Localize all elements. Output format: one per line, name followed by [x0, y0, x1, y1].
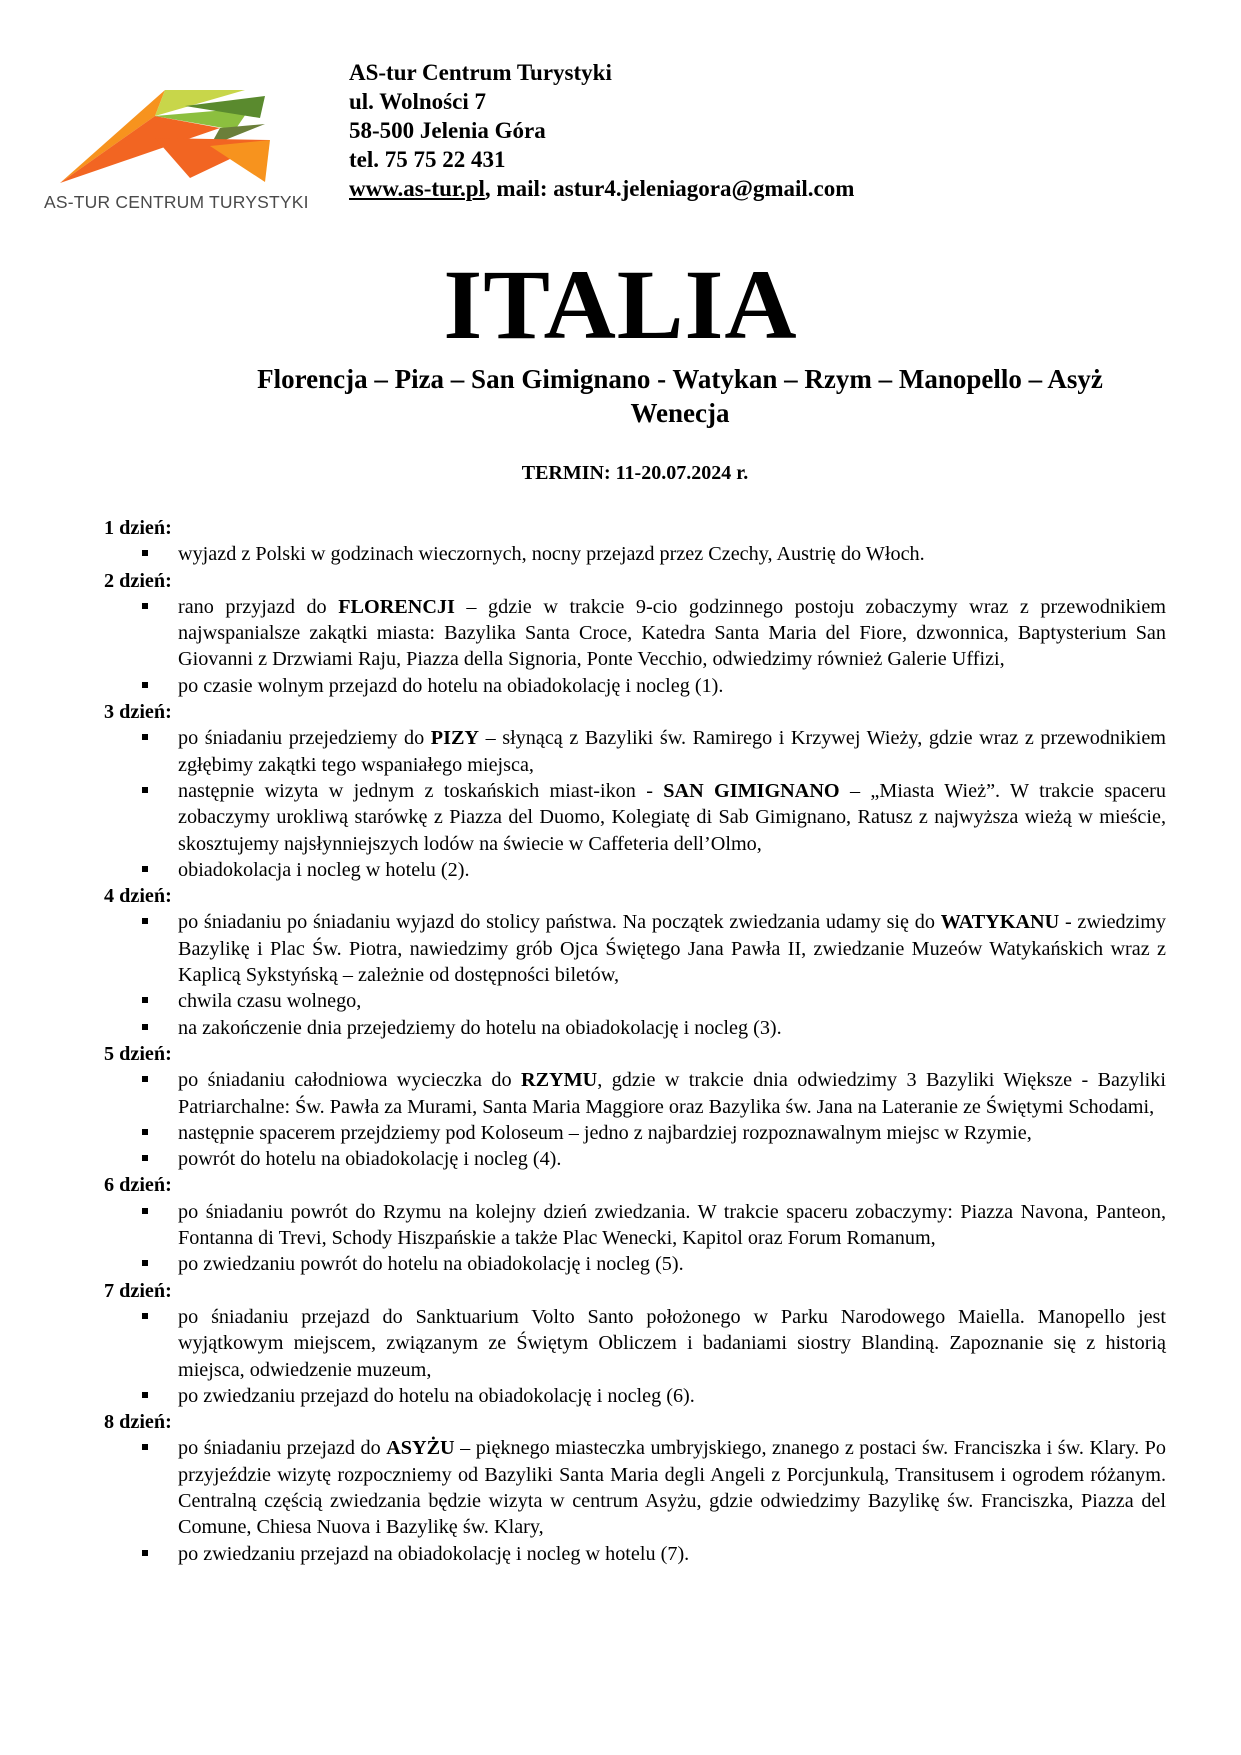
itinerary-item	[104, 988, 1166, 1014]
item-text: – słynącą z Bazyliki św. Ramirego i Krzywej Wieży, gdzie wraz z przewodnikiem zgłębimy zakątki tego wspaniałego miejsca,	[178, 727, 1167, 776]
day-section	[104, 699, 1166, 883]
item-text: po czasie wolnym przejazd do hotelu na obiadokolację i nocleg (1).	[178, 674, 724, 697]
item-text: po zwiedzaniu przejazd do hotelu na obiadokolację i nocleg (6).	[178, 1384, 695, 1407]
itinerary-item	[104, 1251, 1166, 1277]
itinerary-item	[104, 1015, 1166, 1041]
item-text: obiadokolacja i nocleg w hotelu (2).	[178, 858, 470, 881]
company-phone: tel. 75 75 22 431	[349, 147, 506, 172]
day-label: 5 dzień:	[104, 1042, 172, 1065]
company-contact	[349, 58, 854, 203]
day-section	[104, 1278, 1166, 1409]
item-text: po śniadaniu przejazd do Sanktuarium Volto Santo położonego w Parku Narodowego Maiella. Manopello jest wyjątkowym miejscem, związanym ze Świętym Obliczem i badaniami siostry Blandiną. Zapoznanie się z historią miejsca, odwiedzenie muzeum,	[178, 1305, 1166, 1381]
itinerary-item	[104, 909, 1166, 988]
route-line-2: Wenecja	[630, 398, 730, 428]
day-items	[104, 1199, 1166, 1278]
place-name: FLORENCJI	[338, 595, 455, 618]
item-text: – „Miasta Wież”. W trakcie spaceru zobaczymy urokliwą starówkę z Piazza del Duomo, Kolegiatę di Sab Gimignano, Ratusz z najwyższa wieżą w mieście, skosztujemy najsłynniejszych lodów na świecie w Caffeteria dell’Olmo,	[178, 779, 1166, 855]
item-text: chwila czasu wolnego,	[178, 990, 362, 1013]
company-web-mail	[349, 174, 854, 203]
item-text: po śniadaniu powrót do Rzymu na kolejny dzień zwiedzania. W trakcie spaceru zobaczymy: Piazza Navona, Panteon, Fontanna di Trevi, Schody Hiszpańskie a także Plac Wenecki, Kapitol oraz Forum Romanum,	[178, 1200, 1166, 1250]
itinerary-item	[104, 1435, 1166, 1540]
item-text: po śniadaniu przejazd do	[178, 1437, 387, 1460]
item-text: następnie spacerem przejdziemy pod Koloseum – jedno z najbardziej rozpoznawalnym miejsc w Rzymie,	[178, 1121, 1032, 1144]
company-street: ul. Wolności 7	[349, 89, 486, 114]
day-label: 4 dzień:	[104, 885, 172, 908]
item-text: – pięknego miasteczka umbryjskiego, znanego z postaci św. Franciszka i św. Klary. Po przyjeździe wizytę rozpoczniemy od Bazyliki Santa Maria degli Angeli z Porcjunkulą, Transitusem i ogrodem różanym. Centralną częścią zwiedzania będzie wizyta w centrum Asyżu, gdzie odwiedzimy Bazylikę św. Franciszka, Piazza del Comune, Chiesa Nuova i Bazylikę św. Klary,	[178, 1437, 1167, 1539]
company-name: AS-tur Centrum Turystyki	[349, 60, 612, 85]
item-text: rano przyjazd do	[178, 595, 339, 618]
place-name: SAN GIMIGNANO	[663, 779, 840, 802]
item-text: powrót do hotelu na obiadokolację i nocleg (4).	[178, 1148, 562, 1171]
route-line-1: Florencja – Piza – San Gimignano - Watykan – Rzym – Manopello – Asyż	[257, 364, 1103, 394]
day-items	[104, 541, 1166, 567]
day-items	[104, 1435, 1166, 1566]
item-text: po śniadaniu po śniadaniu wyjazd do stolicy państwa. Na początek zwiedzania udamy się do	[178, 911, 941, 934]
itinerary-item	[104, 1067, 1166, 1120]
company-logo	[40, 78, 330, 218]
day-section	[104, 515, 1166, 568]
itinerary-item	[104, 1541, 1166, 1567]
place-name: PIZY	[430, 727, 479, 750]
email-text: , mail: astur4.jeleniagora@gmail.com	[484, 176, 855, 201]
item-text: - zwiedzimy Bazylikę i Plac Św. Piotra, nawiedzimy grób Ojca Świętego Jana Pawła II, zwiedzanie Muzeów Watykańskich wraz z Kaplicą Sykstyńską – zależnie od dostępności biletów,	[178, 911, 1166, 987]
day-section	[104, 1172, 1166, 1277]
day-section	[104, 1409, 1166, 1567]
itinerary-item	[104, 725, 1166, 778]
day-section	[104, 1041, 1166, 1172]
logo-text: AS-TUR CENTRUM TURYSTYKI	[44, 192, 309, 212]
item-text: po zwiedzaniu przejazd na obiadokolację i nocleg w hotelu (7).	[178, 1542, 690, 1565]
itinerary-item	[104, 857, 1166, 883]
trip-dates: TERMIN: 11-20.07.2024 r.	[521, 462, 749, 484]
day-items	[104, 725, 1166, 883]
itinerary-item	[104, 778, 1166, 857]
day-items	[104, 909, 1166, 1040]
item-text: po zwiedzaniu powrót do hotelu na obiadokolację i nocleg (5).	[178, 1253, 684, 1276]
day-label: 2 dzień:	[104, 569, 172, 592]
itinerary-item	[104, 1120, 1166, 1146]
route	[180, 362, 1180, 430]
place-name: ASYŻU	[386, 1437, 455, 1460]
logo-mark	[60, 78, 280, 190]
page-title: ITALIA	[443, 249, 798, 360]
item-text: – gdzie w trakcie 9-cio godzinnego postoju zobaczymy wraz z przewodnikiem najwspanialsze zakątki miasta: Bazylika Santa Croce, Katedra Santa Maria del Fiore, dzwonnica, Baptysterium San Giovanni z Drzwiami Raju, Piazza della Signoria, Ponte Vecchio, odwiedzimy również Galerie Uffizi,	[178, 595, 1166, 671]
day-label: 8 dzień:	[104, 1411, 172, 1434]
day-items	[104, 1067, 1166, 1172]
day-label: 1 dzień:	[104, 517, 172, 539]
day-section	[104, 568, 1166, 699]
itinerary-item	[104, 1199, 1166, 1252]
day-label: 3 dzień:	[104, 701, 172, 724]
item-text: wyjazd z Polski w godzinach wieczornych, nocny przejazd przez Czechy, Austrię do Włoch.	[178, 543, 925, 566]
itinerary-item	[104, 541, 1166, 567]
place-name: RZYMU	[520, 1069, 598, 1092]
itinerary	[104, 515, 1166, 1567]
itinerary-item	[104, 673, 1166, 699]
company-city: 58-500 Jelenia Góra	[349, 118, 546, 143]
item-text: po śniadaniu przejedziemy do	[178, 727, 431, 750]
item-text: , gdzie w trakcie dnia odwiedzimy 3 Bazyliki Większe - Bazyliki Patriarchalne: Św. Pawła za Murami, Santa Maria Maggiore oraz Bazylika św. Jana na Lateranie ze Świętymi Schodami,	[178, 1069, 1166, 1118]
website-link[interactable]: www.as-tur.pl	[349, 176, 485, 201]
day-items	[104, 1304, 1166, 1409]
day-section	[104, 883, 1166, 1041]
day-items	[104, 594, 1166, 699]
itinerary-item	[104, 1383, 1166, 1409]
item-text: na zakończenie dnia przejedziemy do hotelu na obiadokolację i nocleg (3).	[178, 1016, 782, 1039]
day-label: 7 dzień:	[104, 1279, 172, 1302]
place-name: WATYKANU	[940, 911, 1060, 934]
day-label: 6 dzień:	[104, 1174, 172, 1197]
itinerary-item	[104, 1304, 1166, 1383]
itinerary-item	[104, 1146, 1166, 1172]
item-text: po śniadaniu całodniowa wycieczka do	[178, 1069, 521, 1092]
itinerary-item	[104, 594, 1166, 673]
item-text: następnie wizyta w jednym z toskańskich miast-ikon -	[178, 779, 664, 802]
